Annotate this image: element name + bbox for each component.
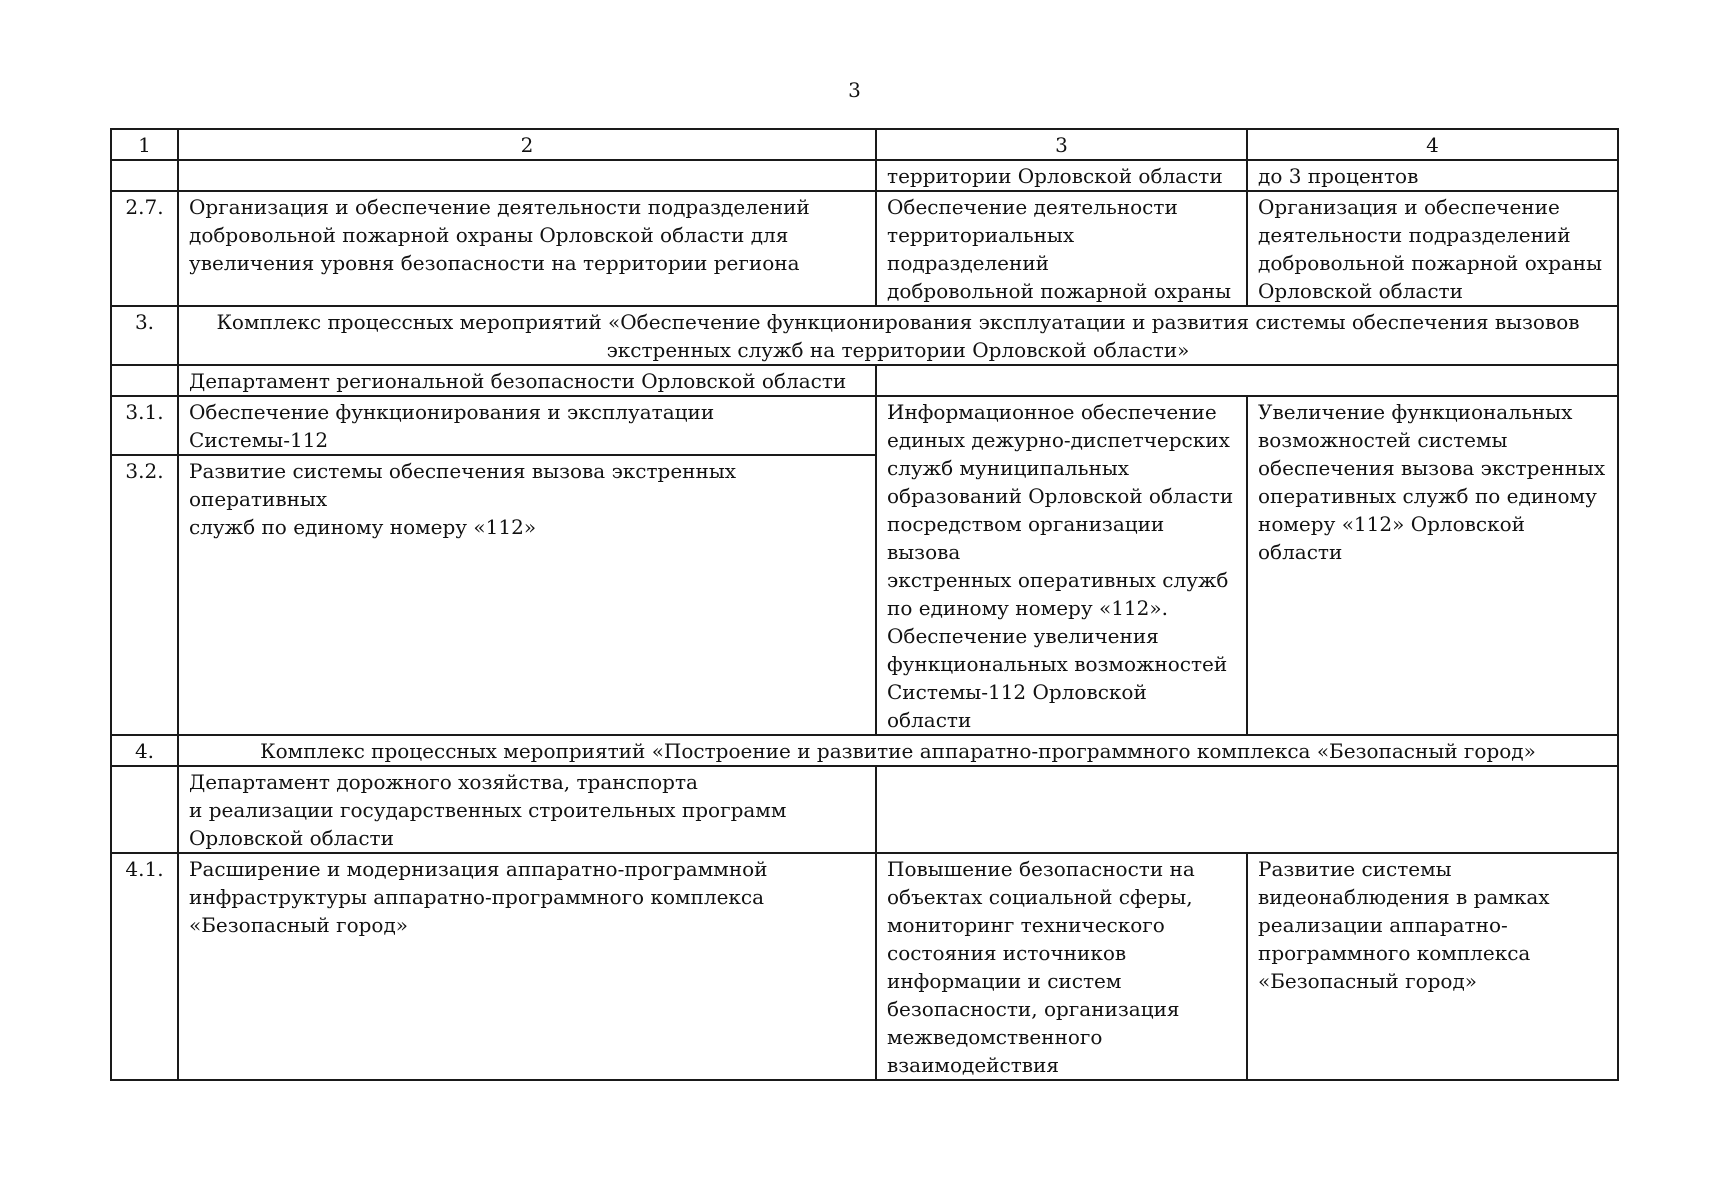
row-measure: [178, 160, 876, 191]
row-number: 4.1.: [111, 853, 178, 1080]
row-result: Увеличение функциональных возможностей системы обеспечения вызова экстренных оперативных служб по единому номеру «112» Орловской области: [1247, 396, 1618, 735]
row-4-1: [111, 853, 1618, 1080]
section-3-department-row: [111, 365, 1618, 396]
row-number: 3.1.: [111, 396, 178, 455]
row-number: 4.: [111, 735, 178, 766]
program-table: [110, 128, 1619, 1081]
row-measure: Обеспечение функционирования и эксплуатации Системы-112: [178, 396, 876, 455]
row-measure: Развитие системы обеспечения вызова экстренных оперативных служб по единому номеру «112»: [178, 455, 876, 735]
header-col-4: 4: [1247, 129, 1618, 160]
row-number: 2.7.: [111, 191, 178, 306]
row-number: [111, 365, 178, 396]
header-col-3: 3: [876, 129, 1247, 160]
row-number: 3.2.: [111, 455, 178, 735]
responsible-department: Департамент региональной безопасности Орловской области: [178, 365, 876, 396]
responsible-department: Департамент дорожного хозяйства, транспорта и реализации государственных строительных программ Орловской области: [178, 766, 876, 853]
section-title: Комплекс процессных мероприятий «Построение и развитие аппаратно-программного комплекса «Безопасный город»: [178, 735, 1618, 766]
row-task: Повышение безопасности на объектах социальной сферы, мониторинг технического состояния источников информации и систем безопасности, организация межведомственного взаимодействия: [876, 853, 1247, 1080]
header-row: [111, 129, 1618, 160]
empty-cell: [876, 766, 1618, 853]
row-number: 3.: [111, 306, 178, 365]
row-number: [111, 766, 178, 853]
row-task: Информационное обеспечение единых дежурно-диспетчерских служб муниципальных образований Орловской области посредством организации вызова экстренных оперативных служб по единому номеру «112». Обеспечение увеличения функциональных возможностей Системы-112 Орловской области: [876, 396, 1247, 735]
continuation-row: [111, 160, 1618, 191]
row-3-1: [111, 396, 1618, 455]
page-number: 3: [848, 78, 861, 102]
section-4-department-row: [111, 766, 1618, 853]
header-col-2: 2: [178, 129, 876, 160]
row-measure: Расширение и модернизация аппаратно-программной инфраструктуры аппаратно-программного комплекса «Безопасный город»: [178, 853, 876, 1080]
row-result: Организация и обеспечение деятельности подразделений добровольной пожарной охраны Орловской области: [1247, 191, 1618, 306]
row-number: [111, 160, 178, 191]
row-result: Развитие системы видеонаблюдения в рамках реализации аппаратно- программного комплекса «Безопасный город»: [1247, 853, 1618, 1080]
row-2-7: [111, 191, 1618, 306]
header-col-1: 1: [111, 129, 178, 160]
row-result: до 3 процентов: [1247, 160, 1618, 191]
section-3-title-row: [111, 306, 1618, 365]
row-task: Обеспечение деятельности территориальных подразделений добровольной пожарной охраны: [876, 191, 1247, 306]
empty-cell: [876, 365, 1618, 396]
section-title: Комплекс процессных мероприятий «Обеспечение функционирования эксплуатации и развития системы обеспечения вызовов экстренных служб на территории Орловской области»: [178, 306, 1618, 365]
row-measure: Организация и обеспечение деятельности подразделений добровольной пожарной охраны Орловской области для увеличения уровня безопасности на территории региона: [178, 191, 876, 306]
section-4-title-row: [111, 735, 1618, 766]
row-task: территории Орловской области: [876, 160, 1247, 191]
